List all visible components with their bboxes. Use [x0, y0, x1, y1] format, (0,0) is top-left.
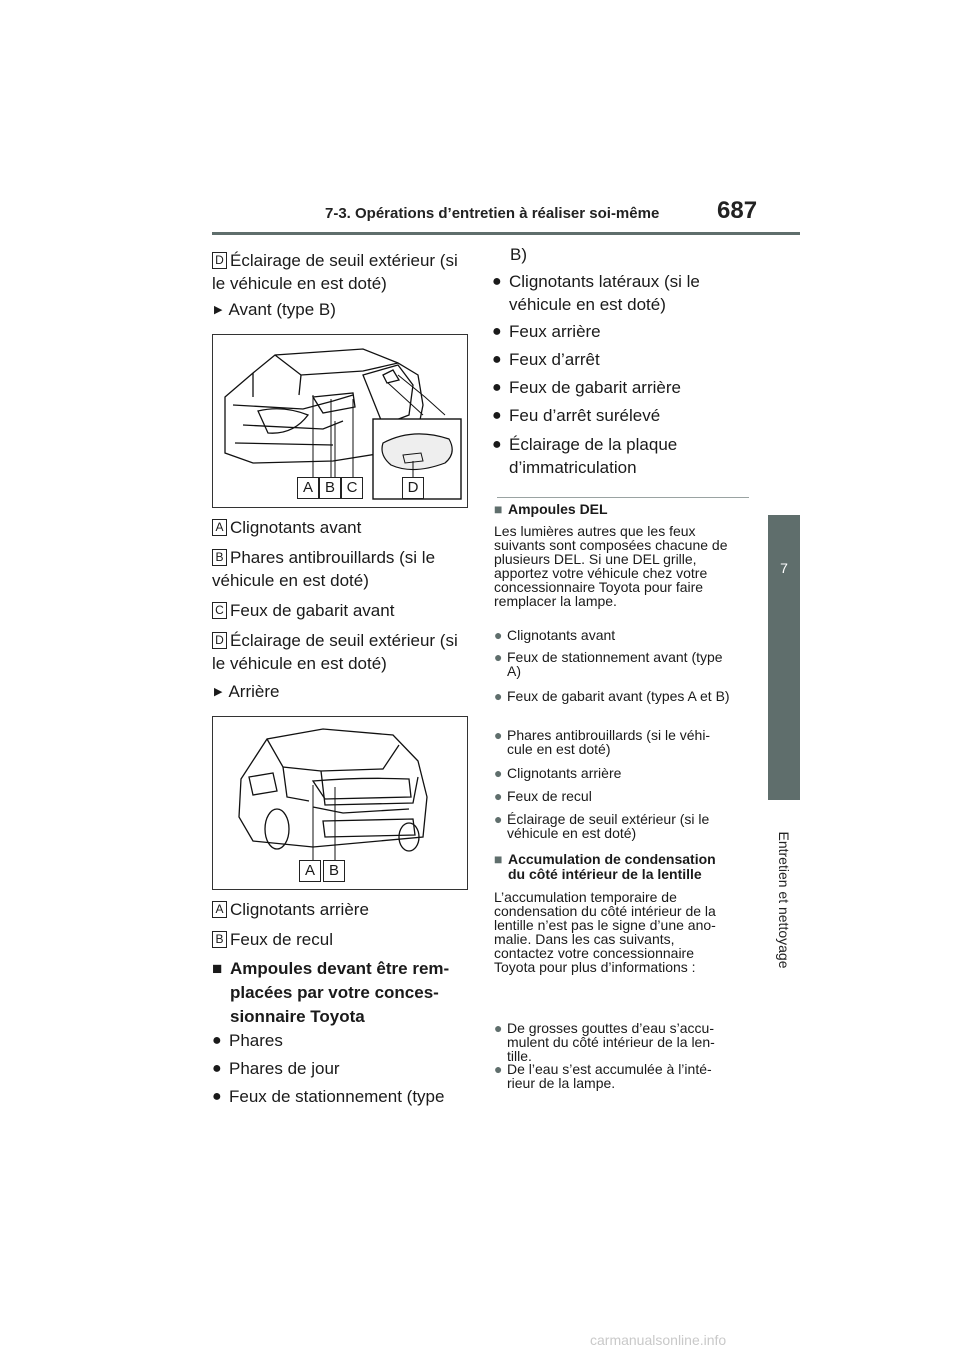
- bullet-icon: ●: [492, 436, 502, 453]
- chapter-label: Entretien et nettoyage: [776, 831, 792, 969]
- list-item: ● Clignotants arrière: [494, 765, 622, 781]
- divider: [497, 497, 749, 498]
- list-item: ● De grosses gouttes d’eau s’accu-mulent du côté intérieur de la len-tille.: [494, 1020, 715, 1064]
- callout-label: B: [319, 477, 341, 499]
- bullet-icon: ●: [494, 627, 503, 643]
- bullet-icon: ●: [494, 811, 503, 827]
- list-item: B Feux de recul: [212, 928, 462, 951]
- list-item: ● Éclairage de seuil extérieur (si le véhicule en est doté): [494, 811, 710, 841]
- list-item: ● Phares antibrouillards (si le véhi-cule en est doté): [494, 727, 711, 757]
- page-number: 687: [717, 197, 758, 224]
- list-item: ● Clignotants latéraux (si le véhicule en est doté): [492, 272, 700, 314]
- led-heading: ■ Ampoules DEL: [494, 501, 608, 517]
- list-item: ● Clignotants avant: [494, 627, 616, 643]
- bullet-icon: ●: [492, 323, 502, 340]
- callout-label: A: [299, 860, 321, 882]
- list-item: ● Feu d’arrêt surélevé: [492, 406, 661, 425]
- list-item: ● Feux de stationnement (type: [212, 1087, 445, 1106]
- list-item: D Éclairage de seuil extérieur (si le véhicule en est doté): [212, 631, 458, 673]
- bullet-icon: ●: [492, 379, 502, 396]
- list-item: ● Feux de gabarit arrière: [492, 378, 681, 397]
- callout-label: D: [402, 477, 424, 499]
- callout-label: C: [341, 477, 363, 499]
- label-box: D: [212, 252, 227, 269]
- chapter-number: 7: [780, 560, 788, 576]
- list-item: ● Feux d’arrêt: [492, 350, 600, 369]
- triangle-icon: ▶: [214, 304, 223, 316]
- bullet-icon: ●: [212, 1032, 222, 1049]
- bullet-icon: ●: [494, 649, 503, 665]
- continued-text: B): [510, 245, 527, 264]
- chapter-tab: [768, 515, 800, 800]
- list-item: ● Feux de stationnement avant (type A): [494, 649, 723, 679]
- section-title: 7-3. Opérations d’entretien à réaliser soi-même: [325, 205, 660, 222]
- square-bullet-icon: ■: [494, 501, 503, 517]
- subheading-rear: ▶ Arrière: [214, 682, 280, 701]
- list-item: A Clignotants avant: [212, 516, 462, 539]
- list-item: ● Éclairage de la plaque d’immatriculation: [492, 435, 678, 477]
- bullet-icon: ●: [494, 1061, 503, 1077]
- bullet-icon: ●: [494, 727, 503, 743]
- list-item: ● Feux de gabarit avant (types A et B): [494, 688, 730, 704]
- list-item: B Phares antibrouillards (si le véhicule en est doté): [212, 548, 436, 590]
- list-item: ● Phares de jour: [212, 1059, 340, 1078]
- bullet-icon: ●: [494, 688, 503, 704]
- list-item: C Feux de gabarit avant: [212, 599, 462, 622]
- square-bullet-icon: ■: [212, 959, 223, 978]
- condensation-heading: ■ Accumulation de condensation du côté intérieur de la lentille: [494, 851, 716, 882]
- square-bullet-icon: ■: [494, 851, 503, 867]
- bullet-icon: ●: [492, 407, 502, 424]
- list-item: ● De l’eau s’est accumulée à l’inté-rieur de la lampe.: [494, 1061, 712, 1091]
- subheading-front: ▶ Avant (type B): [214, 300, 336, 319]
- bullet-icon: ●: [492, 351, 502, 368]
- bullet-icon: ●: [492, 273, 502, 290]
- condensation-paragraph: L’accumulation temporaire de condensation du côté intérieur de la lentille n’est pas le signe d’une ano-malie. Dans les cas suivants, contactez votre concessionnaire Toyota pour plus d’informations :: [494, 889, 716, 975]
- section-heading: ■ Ampoules devant être rem-placées par votre conces-sionnaire Toyota: [212, 959, 450, 1026]
- list-item: ● Feux de recul: [494, 788, 592, 804]
- bullet-icon: ●: [494, 788, 503, 804]
- bullet-icon: ●: [212, 1060, 222, 1077]
- list-item: ● Phares: [212, 1031, 283, 1050]
- bullet-icon: ●: [212, 1088, 222, 1105]
- list-item: ● Feux arrière: [492, 322, 601, 341]
- callout-label: A: [297, 477, 319, 499]
- header-rule: [212, 232, 800, 235]
- triangle-icon: ▶: [214, 686, 223, 698]
- callout-label: B: [323, 860, 345, 882]
- list-item: A Clignotants arrière: [212, 898, 462, 921]
- bullet-icon: ●: [494, 765, 503, 781]
- list-item: D Éclairage de seuil extérieur (si le véhicule en est doté): [212, 251, 458, 293]
- watermark: carmanualsonline.info: [590, 1332, 727, 1348]
- led-paragraph: Les lumières autres que les feux suivants sont composées chacune de plusieurs DEL. Si une DEL grille, apportez votre véhicule chez votre concessionnaire Toyota pour faire remplacer la lampe.: [494, 523, 728, 609]
- bullet-icon: ●: [494, 1020, 503, 1036]
